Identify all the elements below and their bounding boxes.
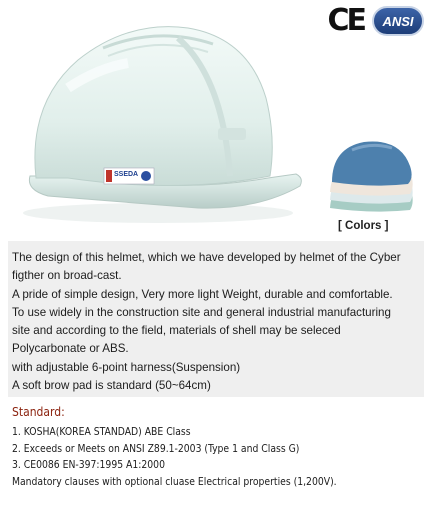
standard-item: 1. KOSHA(KOREA STANDAD) ABE Class bbox=[12, 426, 191, 438]
product-image-area bbox=[0, 0, 430, 238]
standard-item: Mandatory clauses with optional cluase Electrical properties (1,200V). bbox=[12, 475, 337, 488]
ce-mark: CE bbox=[327, 3, 364, 38]
description-line: site and according to the field, materials of shell may be seleced bbox=[12, 324, 341, 338]
description-line: A soft brow pad is standard (50~64cm) bbox=[12, 379, 211, 393]
colors-caption: [ Colors ] bbox=[338, 220, 389, 232]
standard-title: Standard: bbox=[12, 405, 65, 419]
color-variants-image bbox=[322, 138, 418, 214]
description-line: To use widely in the construction site and general industrial manufacturing bbox=[12, 305, 391, 319]
description-panel bbox=[8, 241, 424, 397]
main-helmet-image bbox=[8, 8, 308, 226]
description-line: with adjustable 6-point harness(Suspension) bbox=[12, 360, 241, 374]
description-line: Polycarbonate or ABS. bbox=[12, 342, 129, 356]
description-line: A pride of simple design, Very more light Weight, durable and comfortable. bbox=[12, 287, 393, 301]
helmet-label-text: SSEDA bbox=[114, 171, 139, 178]
standard-item: 3. CE0086 EN-397:1995 A1:2000 bbox=[12, 459, 165, 472]
description-line: figther on broad-cast. bbox=[12, 269, 122, 283]
ansi-badge: ANSI bbox=[372, 6, 424, 36]
standard-section bbox=[12, 404, 424, 490]
certification-marks bbox=[327, 3, 424, 38]
standard-item: 2. Exceeds or Meets on ANSI Z89.1-2003 (Type 1 and Class G) bbox=[12, 442, 300, 455]
description-line: The design of this helmet, which we have developed by helmet of the Cyber bbox=[12, 251, 401, 264]
